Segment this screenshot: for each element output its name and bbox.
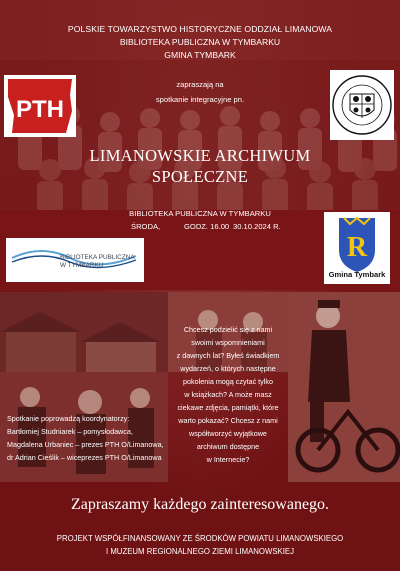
question-line: ciekawe zdjęcia, pamiątki, które: [177, 403, 279, 412]
venue-text: BIBLIOTEKA PUBLICZNA W TYMBARKU: [129, 209, 271, 218]
invite-line2: spotkanie integracyjne pn.: [155, 95, 245, 104]
question-line: Chcesz podzielić się z nami: [183, 325, 273, 334]
date-text: 30.10.2024 R.: [233, 222, 281, 231]
motorcycle-illustration: [288, 292, 400, 482]
question-line: w Internecie?: [206, 455, 250, 464]
time-text: GODZ. 16.00: [184, 222, 230, 231]
crest-letter: R: [346, 232, 368, 263]
pth-logo-text: PTH: [16, 96, 64, 123]
question-line: współtworzyć wyjątkowe: [189, 429, 267, 438]
event-title-line1: LIMANOWSKIE ARCHIWUM: [89, 146, 311, 165]
question-line: w książkach? A może masz: [184, 390, 272, 399]
question-line: z dawnych lat? Byłeś świadkiem: [176, 351, 280, 360]
question-line: wydarzeń, o których następne: [180, 364, 276, 373]
library-logo-line1: BIBLIOTEKA PUBLICZNA: [60, 254, 135, 261]
header-library: BIBLIOTEKA PUBLICZNA W TYMBARKU: [119, 37, 281, 47]
day-text: ŚRODA,: [131, 222, 161, 231]
coordinators-line: Spotkanie poprowadzą koordynatorzy:: [7, 414, 130, 423]
footer-line2: I MUZEUM REGIONALNEGO ZIEMI LIMANOWSKIEJ: [105, 547, 294, 556]
invite-line1: zapraszają na: [176, 80, 224, 89]
footer-line1: PROJEKT WSPÓŁFINANSOWANY ZE ŚRODKÓW POWIATU LIMANOWSKIEGO: [56, 534, 344, 543]
houses-illustration: [0, 292, 170, 372]
gmina-logo-label: Gmina Tymbark: [328, 270, 386, 279]
welcome-text: Zapraszamy każdego zainteresowanego.: [70, 496, 330, 513]
header-gmina: GMINA TYMBARK: [164, 50, 236, 60]
photo-houses: [0, 292, 170, 372]
library-logo-line2: W TYMBARKU: [60, 262, 104, 269]
coordinators-line: dr Adrian Cieślik – wiceprezes PTH O/Limanowa: [7, 453, 162, 462]
question-line: warto pokazać? Chcesz z nami: [178, 416, 278, 425]
header-org: POLSKIE TOWARZYSTWO HISTORYCZNE ODDZIAŁ LIMANOWA: [67, 24, 333, 34]
event-title-line2: SPOŁECZNE: [151, 167, 249, 186]
question-line: pokolenia mogą czytać tylko: [183, 377, 273, 386]
coordinators-text: [7, 412, 237, 464]
question-line: swoimi wspomnieniami: [191, 338, 265, 347]
photo-motorcycle: [288, 292, 400, 482]
question-line: archiwum dostępne: [196, 442, 260, 451]
coordinators-line: Magdalena Urbaniec – prezes PTH O/Limanowa,: [7, 440, 164, 449]
coordinators-line: Bartłomiej Studniarek – pomysłodawca,: [7, 427, 133, 436]
